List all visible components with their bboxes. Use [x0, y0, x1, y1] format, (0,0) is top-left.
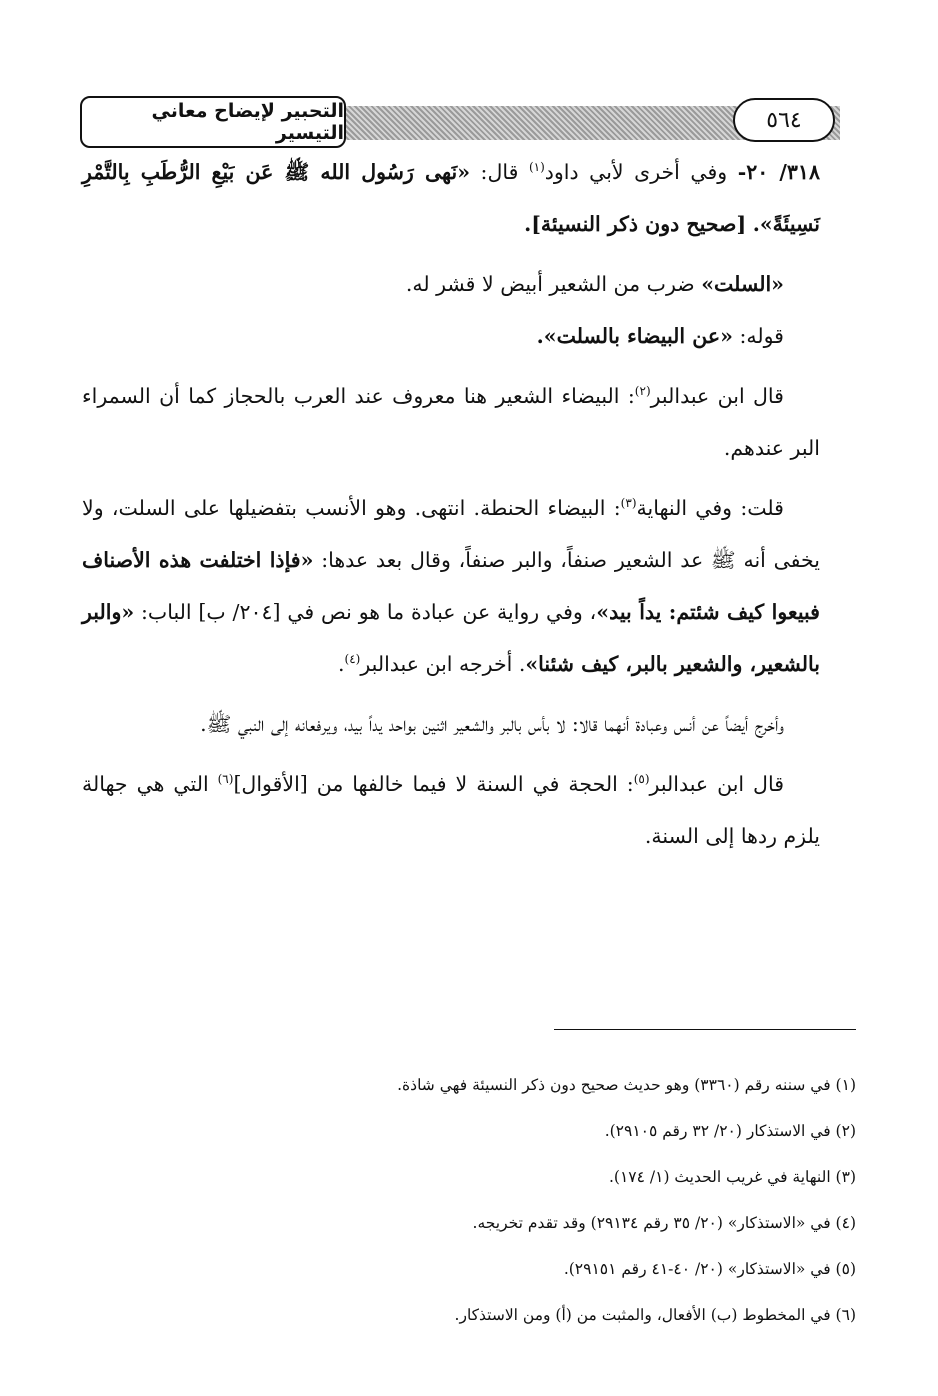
footnote-3: (٣) النهاية في غريب الحديث (١/ ١٧٤). — [609, 1168, 856, 1186]
main-text — [82, 146, 820, 862]
footnote-1: (١) في سننه رقم (٣٣٦٠) وهو حديث صحيح دون ذكر النسيئة فهي شاذة. — [397, 1076, 856, 1094]
hadith-text: «نَهى رَسُول الله ﷺ عَن بَيْعِ الرُّطَبِ بِالتَّمْرِ نَسِيئَةً». — [82, 160, 820, 236]
ibn-abdilbarr-paragraph-2 — [82, 758, 820, 862]
hadith-grading: [صحيح دون ذكر النسيئة]. — [524, 212, 747, 236]
text-run: قلت: وفي النهاية — [636, 496, 784, 520]
text-run: قال ابن عبدالبر — [649, 772, 785, 796]
sult-definition — [82, 258, 820, 310]
ibn-abdilbarr-paragraph-1 — [82, 370, 820, 474]
nihaya-paragraph: قلت: وفي النهاية$^{(٣)}$: البيضاء الحنطة. انتهى. وهو الأنسب بتفضيلها على السلت، ولا يخفى أنه ﷺ عد الشعير صنفاً، والبر صنفاً، وقال بعد عدها: «فإذا اختلفت هذه الأصناف فبيعوا كيف شئتم: يداً بيد»، وفي رواية عن عبادة ما هو نص في [٢٠٤/ ب] الباب: «والبر بالشعير، والشعير بالبر، كيف شئنا». أخرجه ابن عبدالبر$^{(٤)}$. — [82, 496, 820, 676]
footnote-ref-3: (٣) — [620, 496, 637, 511]
hadith-intro: وفي أخرى لأبي داود — [544, 160, 728, 184]
text-run: ، وفي رواية عن عبادة ما هو نص في [٢٠٤/ ب] الباب: — [141, 600, 597, 624]
qawluhu-line — [82, 310, 820, 362]
footnote-4: (٤) في «الاستذكار» (٢٠/ ٣٥ رقم ٢٩١٣٤) وقد تقدم تخريجه. — [472, 1214, 856, 1232]
page-number — [733, 98, 835, 142]
footnote-5: (٥) في «الاستذكار» (٢٠/ ٤٠-٤١ رقم ٢٩١٥١). — [563, 1260, 856, 1278]
sult-def-text: ضرب من الشعير أبيض لا قشر له. — [405, 272, 695, 296]
text-run: قال ابن عبدالبر — [650, 384, 784, 408]
anas-paragraph — [82, 698, 820, 750]
text-run: وأخرج أيضاً عن أنس وعبادة أنهما قالا: لا بأس بالبر والشعير اثنين بواحد يداً بيد، ويرفعانه إلى النبي ﷺ. — [200, 712, 784, 736]
footnote-ref-5: (٥) — [633, 772, 650, 787]
footnote-ref-2: (٢) — [634, 384, 651, 399]
text-run: : البيضاء الشعير هنا معروف عند العرب بالحجاز كما أن السمراء البر عندهم. — [82, 384, 820, 460]
footnote-separator — [554, 1029, 856, 1030]
page-number-text: ٥٦٤ — [766, 107, 802, 133]
footnote-ref-6: (٦) — [217, 772, 234, 787]
book-title — [80, 96, 346, 148]
footnotes — [300, 1062, 856, 1338]
nihaya-quote-1: «فإذا اختلفت هذه الأصناف فبيعوا كيف شئتم: يداً بيد» — [82, 548, 820, 624]
qawluhu-label: قوله: — [739, 324, 784, 348]
qawluhu-quote: «عن البيضاء بالسلت». — [536, 324, 733, 348]
text-run: : الحجة في السنة لا فيما خالفها من [الأقوال] — [233, 772, 634, 796]
text-run: . أخرجه ابن عبدالبر — [360, 652, 526, 676]
footnote-6: (٦) في المخطوط (ب) الأفعال، والمثبت من (أ) ومن الاستذكار. — [454, 1306, 856, 1324]
sult-term: «السلت» — [701, 272, 784, 296]
text-run: التي هي جهالة يلزم ردها إلى السنة. — [82, 772, 820, 848]
footnote-2: (٢) في الاستذكار (٢٠/ ٣٢ رقم ٢٩١٠٥). — [604, 1122, 856, 1140]
text-run: : البيضاء الحنطة. انتهى. وهو الأنسب بتفضيلها على السلت، ولا يخفى أنه ﷺ عد الشعير صنفاً، والبر صنفاً، وقال بعد عدها: — [82, 496, 820, 572]
hadith-number: ٣١٨/ ٢٠- — [737, 160, 820, 184]
nihaya-quote-2: «والبر بالشعير، والشعير بالبر، كيف شئنا» — [82, 600, 820, 676]
footnote-ref-1: (١) — [528, 160, 545, 175]
hadith-paragraph — [82, 146, 820, 250]
qala: قال: — [480, 160, 519, 184]
book-title-text: التحبير لإيضاح معاني التيسير — [151, 100, 344, 144]
footnote-ref-4: (٤) — [344, 652, 361, 667]
